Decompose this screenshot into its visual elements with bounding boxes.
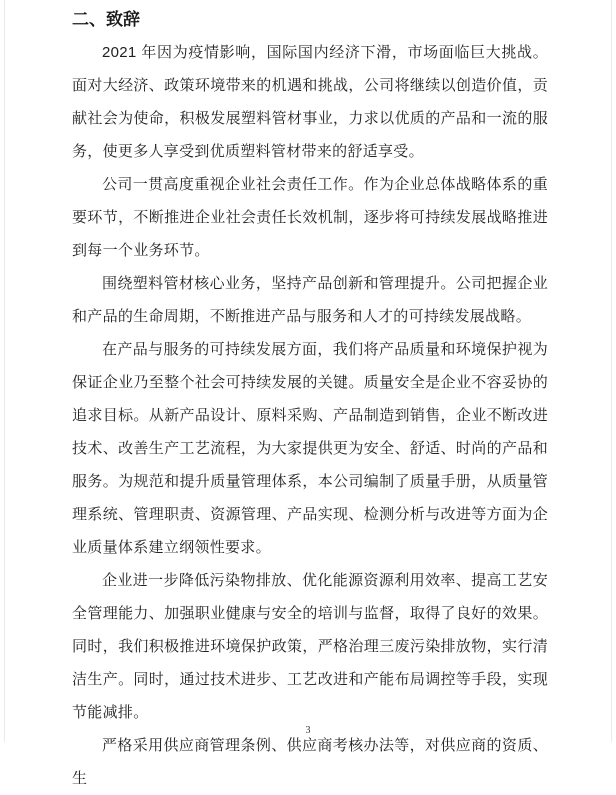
paragraph-quality: 在产品与服务的可持续发展方面，我们将产品质量和环境保护视为保证企业乃至整个社会可持续发展的关键。质量安全是企业不容妥协的追求目标。从新产品设计、原料采购、产品制造到销售，企业不断改进技术、改善生产工艺流程，为大家提供更为安全、舒适、时尚的产品和服务。为规范和提升质量管理体系，本公司编制了质量手册，从质量管理系统、管理职责、资源管理、产品实现、检测分析与改进等方面为企业质量体系建立纲领性要求。: [72, 341, 548, 556]
paragraph-suppliers-truncated: 严格采用供应商管理条例、供应商考核办法等，对供应商的资质、生: [72, 737, 548, 787]
paragraph-environment: 企业进一步降低污染物排放、优化能源资源利用效率、提高工艺安全管理能力、加强职业健康与安全的培训与监督，取得了良好的效果。同时，我们积极推进环境保护政策，严格治理三废污染排放物，实行清洁生产。同时，通过技术进步、工艺改进和产能布局调控等手段，实现节能减排。: [72, 572, 548, 721]
page-left-edge: [4, 0, 5, 742]
paragraph-csr-strategy: 公司一贯高度重视企业社会责任工作。作为企业总体战略体系的重要环节，不断推进企业社会责任长效机制，逐步将可持续发展战略推进到每一个业务环节。: [72, 176, 548, 259]
page-number: 3: [305, 725, 311, 736]
document-content: [72, 8, 548, 795]
section-heading: 二、致辞: [72, 10, 140, 29]
paragraph-intro: 2021 年因为疫情影响，国际国内经济下滑，市场面临巨大挑战。面对大经济、政策环境带来的机遇和挑战，公司将继续以创造价值，贡献社会为使命，积极发展塑料管材事业，力求以优质的产品和一流的服务，使更多人享受到优质塑料管材带来的舒适享受。: [72, 44, 548, 160]
paragraph-core-business: 围绕塑料管材核心业务，坚持产品创新和管理提升。公司把握企业和产品的生命周期，不断推进产品与服务和人才的可持续发展战略。: [72, 275, 548, 325]
page-right-edge: [611, 0, 612, 742]
